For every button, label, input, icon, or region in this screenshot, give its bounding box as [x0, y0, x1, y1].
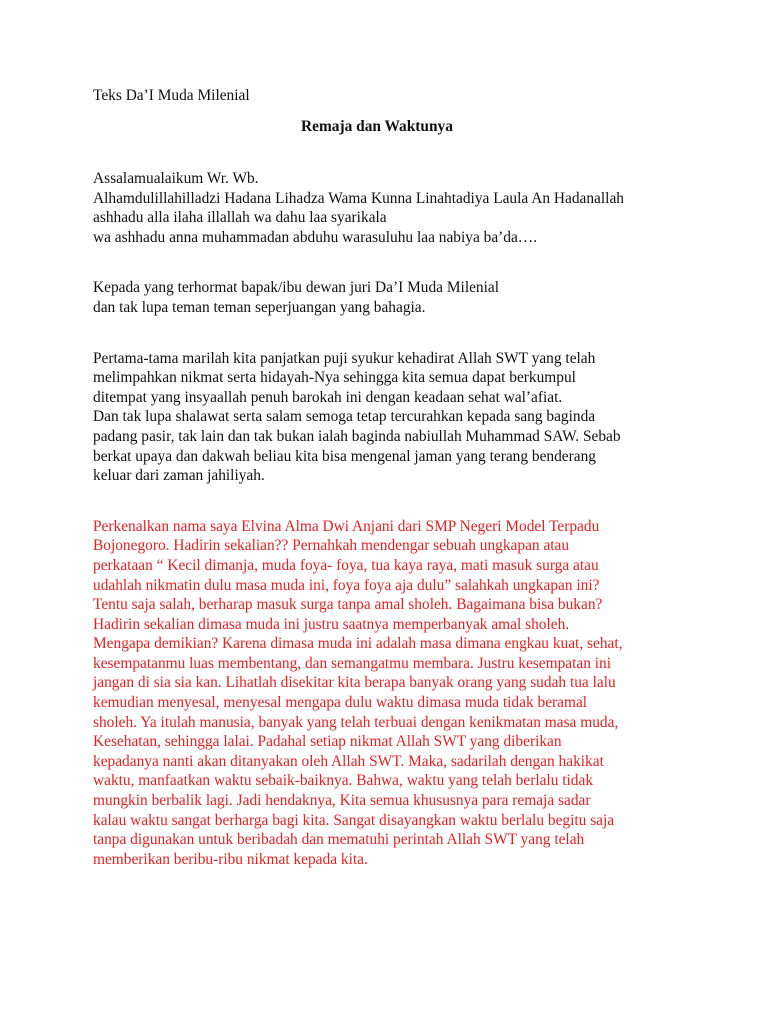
highlighted-text-line: sholeh. Ya itulah manusia, banyak yang telah terbuai dengan kenikmatan masa muda, [93, 713, 619, 731]
highlighted-text-line: kalau waktu sangat berharga bagi kita. Sangat disayangkan waktu berlalu begitu saja [93, 811, 615, 829]
highlighted-text-line: Perkenalkan nama saya Elvina Alma Dwi Anjani dari SMP Negeri Model Terpadu [93, 517, 600, 535]
highlighted-text-line: tanpa digunakan untuk beribadah dan mematuhi perintah Allah SWT yang telah [93, 831, 585, 849]
main-body-paragraph [93, 517, 693, 870]
text-line: Kepada yang terhormat bapak/ibu dewan juri Da’I Muda Milenial [93, 279, 500, 297]
highlighted-text-line: jangan di sia sia kan. Lihatlah disekitar kita berapa banyak orang yang sudah tua lalu [93, 674, 616, 692]
document-label: Teks Da’I Muda Milenial [93, 87, 250, 104]
text-line: Pertama-tama marilah kita panjatkan puji syukur kehadirat Allah SWT yang telah [93, 349, 596, 367]
highlighted-text-line: udahlah nikmatin dulu masa muda ini, foya foya aja dulu” salahkah ungkapan ini? [93, 576, 600, 594]
text-line: melimpahkan nikmat serta hidayah-Nya sehingga kita semua dapat berkumpul [93, 369, 576, 387]
highlighted-text-line: mungkin berbalik lagi. Jadi hendaknya, Kita semua khususnya para remaja sadar [93, 792, 591, 810]
text-line: wa ashhadu anna muhammadan abduhu warasuluhu laa nabiya ba’da…. [93, 228, 538, 246]
text-line: ashhadu alla ilaha illallah wa dahu laa syarikala [93, 209, 387, 227]
highlighted-text-line: perkataan “ Kecil dimanja, muda foya- foya, tua kaya raya, mati masuk surga atau [93, 556, 599, 574]
text-line: Dan tak lupa shalawat serta salam semoga tetap tercurahkan kepada sang baginda [93, 408, 596, 426]
highlighted-text-line: kepadanya nanti akan ditanyakan oleh Allah SWT. Maka, sadarilah dengan hakikat [93, 752, 604, 770]
address-paragraph [93, 278, 693, 317]
highlighted-text-line: kemudian menyesal, menyesal mengapa dulu waktu dimasa muda tidak beramal [93, 694, 588, 712]
text-line: Alhamdulillahilladzi Hadana Lihadza Wama Kunna Linahtadiya Laula An Hadanallah [93, 189, 624, 207]
opening-paragraph [93, 349, 693, 486]
highlighted-text-line: Bojonegoro. Hadirin sekalian?? Pernahkah mendengar sebuah ungkapan atau [93, 537, 570, 555]
text-line: padang pasir, tak lain dan tak bukan ialah baginda nabiullah Muhammad SAW. Sebab [93, 427, 621, 445]
highlighted-text-line: waktu, manfaatkan waktu sebaik-baiknya. Bahwa, waktu yang telah berlalu tidak [93, 772, 594, 790]
highlighted-text-line: Tentu saja salah, berharap masuk surga tanpa amal sholeh. Bagaimana bisa bukan? [93, 596, 603, 614]
text-line: berkat upaya dan dakwah beliau kita bisa mengenal jaman yang terang benderang [93, 447, 596, 465]
highlighted-text-line: kesempatanmu luas membentang, dan semangatmu membara. Justru kesempatan ini [93, 654, 612, 672]
text-line: Assalamualaikum Wr. Wb. [93, 170, 259, 187]
document-title: Remaja dan Waktunya [301, 118, 453, 135]
highlighted-text-line: Mengapa demikian? Karena dimasa muda ini adalah masa dimana engkau kuat, sehat, [93, 635, 623, 653]
greeting-paragraph [93, 169, 693, 247]
highlighted-text-line: Kesehatan, sehingga lalai. Padahal setiap nikmat Allah SWT yang diberikan [93, 733, 562, 751]
highlighted-text-line: Hadirin sekalian dimasa muda ini justru saatnya memperbanyak amal sholeh. [93, 615, 570, 633]
text-line: keluar dari zaman jahiliyah. [93, 467, 265, 485]
document-page [93, 86, 693, 869]
text-line: ditempat yang insyaallah penuh barokah ini dengan keadaan sehat wal’afiat. [93, 388, 563, 406]
text-line: dan tak lupa teman teman seperjuangan yang bahagia. [93, 298, 426, 316]
highlighted-text-line: memberikan beribu-ribu nikmat kepada kita. [93, 850, 368, 868]
